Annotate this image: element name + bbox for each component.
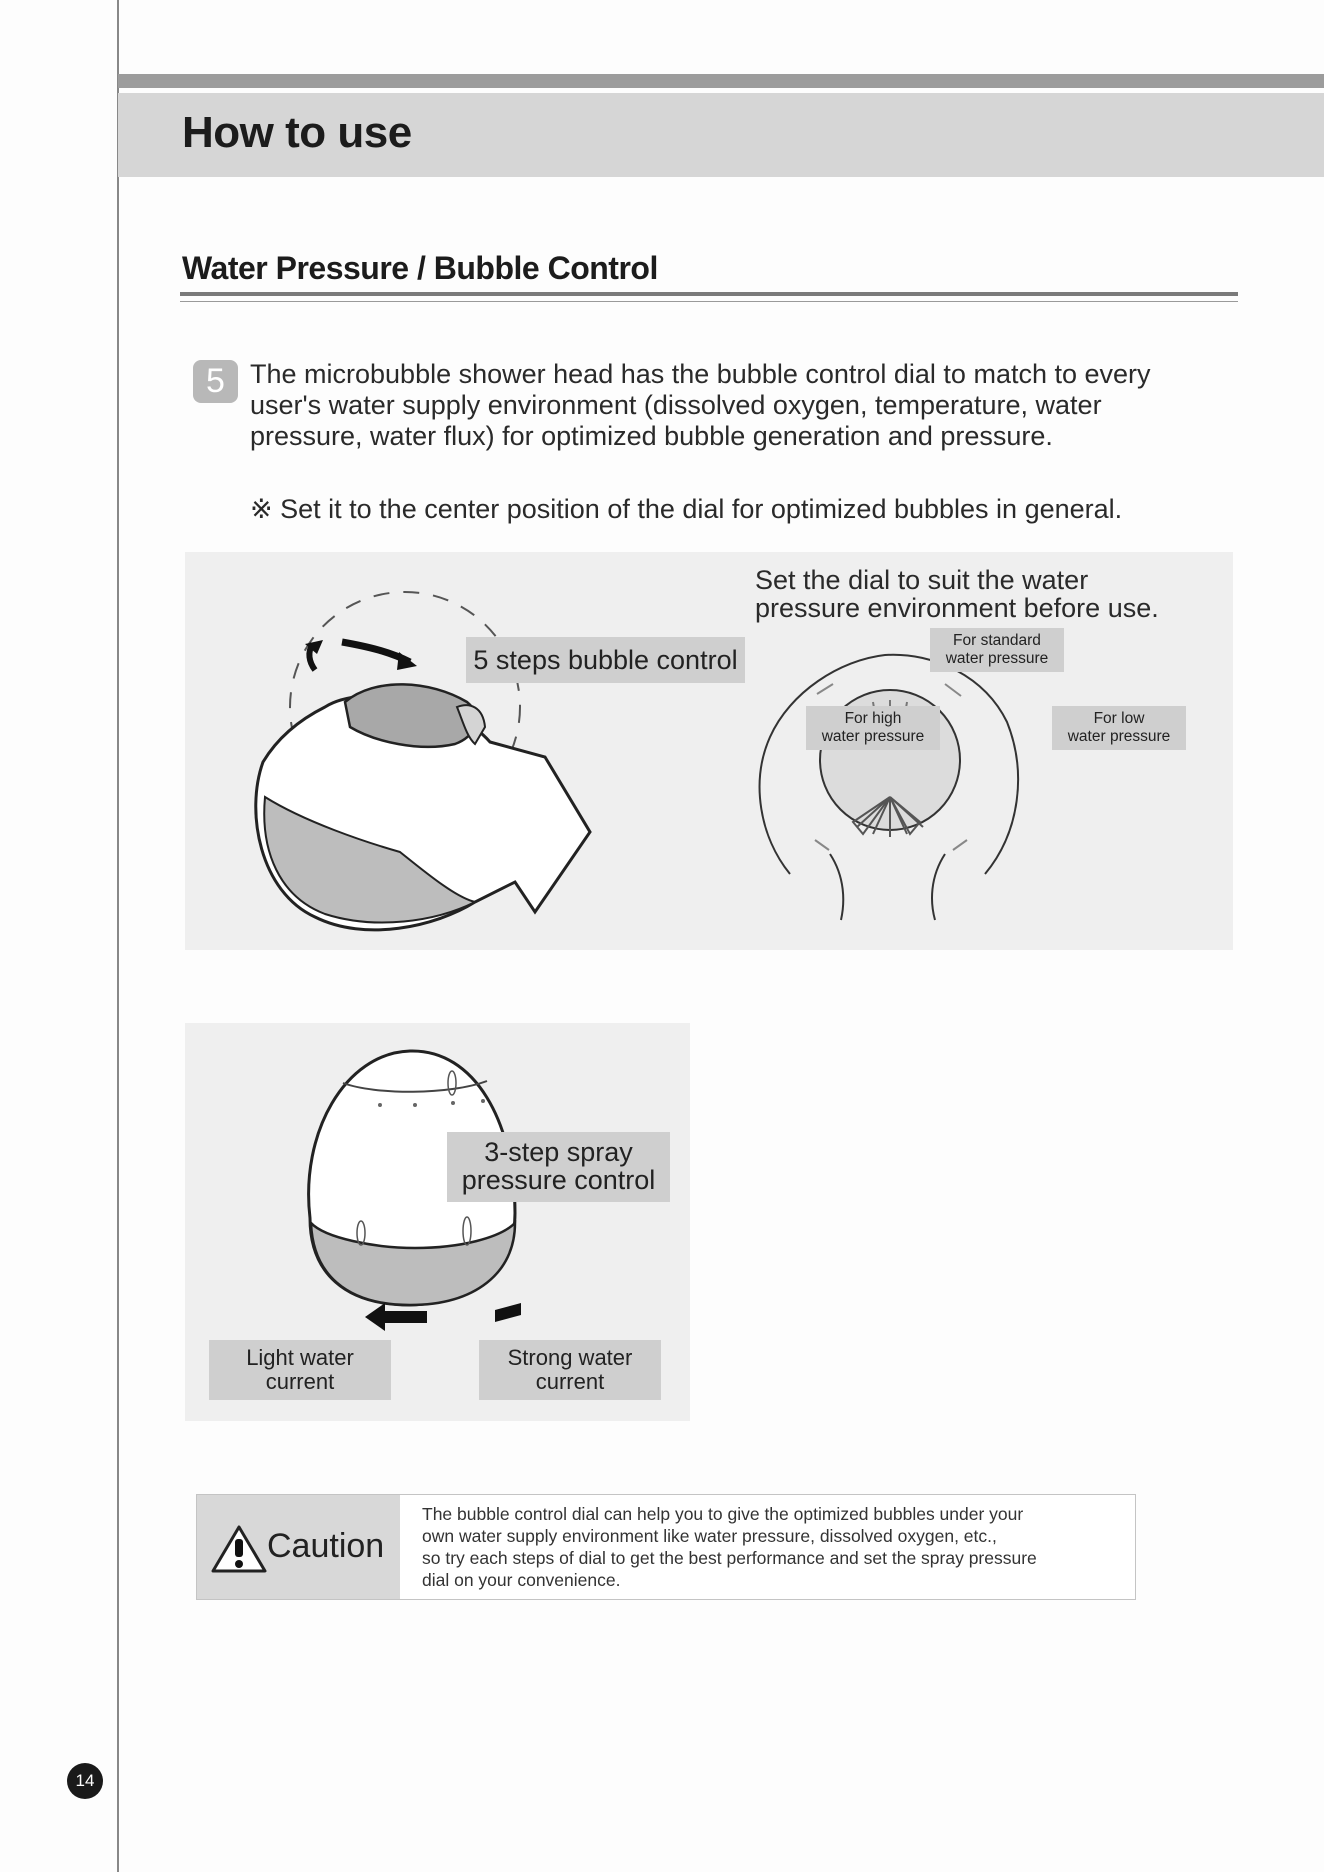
- section-rule: [180, 292, 1238, 296]
- caution-line: dial on your convenience.: [422, 1570, 621, 1590]
- section-rule-thin: [180, 301, 1238, 302]
- caution-text: [422, 1503, 1122, 1591]
- step-note: ※ Set it to the center position of the dial for optimized bubbles in general.: [250, 494, 1123, 524]
- light-current-line1: Light water: [246, 1345, 354, 1370]
- bubble-control-label: 5 steps bubble control: [466, 637, 745, 683]
- spray-control-label: [447, 1132, 670, 1202]
- caution-line: so try each steps of dial to get the best performance and set the spray pressure: [422, 1548, 1037, 1568]
- caution-line: The bubble control dial can help you to give the optimized bubbles under your: [422, 1504, 1024, 1524]
- standard-pressure-line1: For standard: [953, 632, 1041, 649]
- light-current-label: [209, 1340, 391, 1400]
- page-number: 14: [67, 1763, 103, 1799]
- high-pressure-line1: For high: [844, 710, 902, 727]
- caution-box: [196, 1494, 1136, 1600]
- low-pressure-label: [1052, 706, 1186, 750]
- bubble-control-panel: [185, 552, 1233, 950]
- caution-line: own water supply environment like water pressure, dissolved oxygen, etc.,: [422, 1526, 997, 1546]
- light-current-line2: current: [265, 1369, 335, 1394]
- spray-control-line2: pressure control: [461, 1165, 656, 1195]
- dial-instruction: Set the dial to suit the water pressure environment before use.: [755, 565, 1159, 623]
- strong-current-label: [479, 1340, 661, 1400]
- standard-pressure-line2: water pressure: [945, 650, 1049, 667]
- spray-control-panel: [185, 1023, 690, 1421]
- low-pressure-line1: For low: [1093, 710, 1145, 727]
- caution-label: Caution: [267, 1527, 385, 1565]
- spray-control-line1: 3-step spray: [484, 1137, 633, 1167]
- margin-line: [117, 0, 119, 1872]
- step-number-badge: 5: [193, 360, 238, 403]
- low-pressure-line2: water pressure: [1067, 728, 1171, 745]
- caution-label-area: [197, 1495, 400, 1599]
- page-title: How to use: [182, 108, 412, 157]
- high-pressure-label: [806, 706, 940, 750]
- step-description: The microbubble shower head has the bubble control dial to match to every user's water supply environment (dissolved oxygen, temperature, water pressure, water flux) for optimized bubble generation and pressure.: [250, 359, 1151, 451]
- header-top-bar: [118, 74, 1324, 88]
- shower-head-dial-illustration: [185, 552, 665, 950]
- warning-triangle-icon: [210, 1523, 268, 1575]
- standard-pressure-label: [930, 628, 1064, 672]
- high-pressure-line2: water pressure: [821, 728, 925, 745]
- strong-current-line1: Strong water: [507, 1345, 633, 1370]
- strong-current-line2: current: [535, 1369, 605, 1394]
- section-title: Water Pressure / Bubble Control: [182, 250, 658, 286]
